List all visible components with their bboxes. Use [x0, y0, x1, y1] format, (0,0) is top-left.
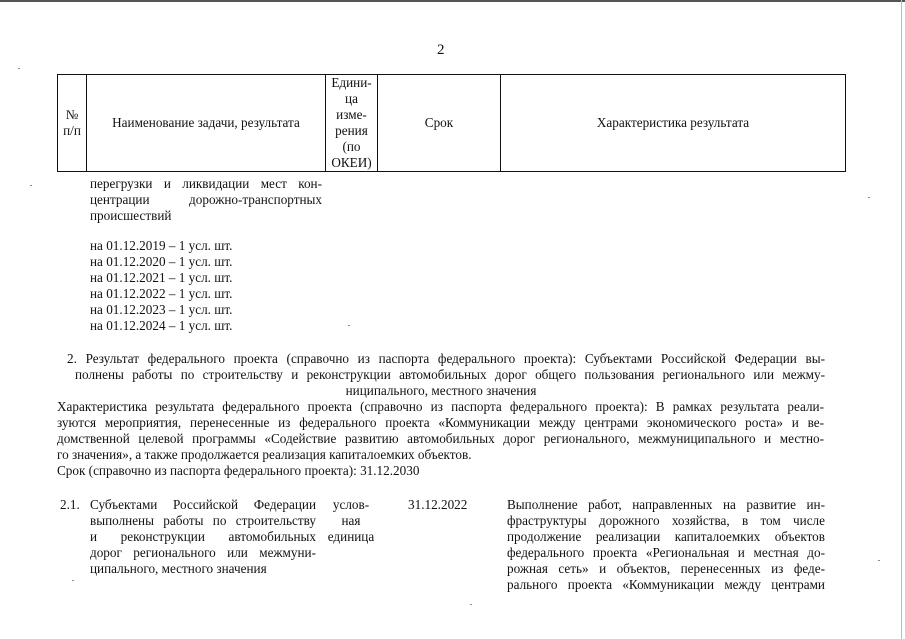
list-item: на 01.12.2023 – 1 усл. шт. [90, 302, 233, 317]
scan-speck [30, 185, 32, 186]
text-line: и реконструкции автомобильных [90, 529, 316, 544]
row-2-1-date: 31.12.2022 [408, 497, 468, 512]
continued-task-name [90, 176, 322, 224]
row-2-1-characteristic [507, 497, 825, 593]
page-frame-right-edge [901, 0, 902, 639]
header-col-characteristic: Характеристика результата [501, 75, 846, 172]
list-item: на 01.12.2022 – 1 усл. шт. [90, 286, 233, 301]
section-2-deadline: Срок (справочно из паспорта федерального проекта): 31.12.2030 [57, 463, 420, 478]
text-line: центрации дорожно-транспортных [90, 192, 322, 207]
text-line: перегрузки и ликвидации мест кон- [90, 176, 322, 191]
text-line: дорог регионального или межмуни- [90, 545, 316, 560]
row-2-1-unit [322, 497, 380, 545]
scan-speck [72, 580, 74, 581]
header-unit-line: ОКЕИ) [331, 155, 372, 170]
scan-speck [348, 325, 350, 326]
text-line: зуются мероприятия, перенесенные из федерального проекта «Коммуникации между центрами экономического роста» и ве- [57, 415, 824, 430]
text-line: ная [341, 513, 361, 528]
text-line: выполнены работы по строительству [90, 513, 316, 528]
text-line: фраструктуры дорожного хозяйства, в том числе [507, 513, 825, 528]
text-line: рожная сеть» и объектов, перенесенных из феде- [507, 561, 825, 576]
header-col-name: Наименование задачи, результата [87, 75, 326, 172]
header-unit-line: Едини- [331, 75, 372, 90]
page-frame-top-edge [0, 0, 905, 2]
header-unit-line: рения [335, 123, 368, 138]
header-col-term: Срок [378, 75, 501, 172]
header-number-line: № [65, 107, 79, 122]
text-line: единица [327, 529, 375, 544]
text-line: полнены работы по строительству и реконструкции автомобильных дорог общего пользования регионального или межму- [75, 367, 825, 382]
scan-speck [470, 604, 472, 605]
table-header [57, 74, 846, 172]
text-line: домственной целевой программы «Содействие развитию автомобильных дорог регионального, межмуниципального и местно- [57, 431, 824, 446]
text-line: Субъектами Российской Федерации [90, 497, 316, 512]
header-col-unit [326, 75, 378, 172]
header-unit-line: изме- [336, 107, 367, 122]
header-number-line: п/п [63, 123, 81, 138]
text-line: федерального проекта «Региональная и местная до- [507, 545, 825, 560]
row-2-1-number: 2.1. [60, 497, 80, 512]
text-line: происшествий [90, 208, 172, 223]
header-unit-line: ца [345, 91, 358, 106]
text-line: Характеристика результата федерального проекта (справочно из паспорта федерального проекта): В рамках результата реали- [57, 399, 824, 414]
scan-speck [868, 197, 870, 198]
text-line: продолжение реализации капиталоемких объектов [507, 529, 825, 544]
scan-speck [878, 560, 880, 561]
yearly-counts-list [90, 238, 330, 334]
list-item: на 01.12.2019 – 1 усл. шт. [90, 238, 233, 253]
scan-speck [18, 68, 20, 69]
list-item: на 01.12.2024 – 1 усл. шт. [90, 318, 233, 333]
section-2-heading [57, 351, 825, 399]
text-line: ципального, местного значения [90, 561, 267, 576]
text-line: Выполнение работ, направленных на развитие ин- [507, 497, 825, 512]
text-line: 2. Результат федерального проекта (справочно из паспорта федерального проекта): Субъектами Российской Федерации вы- [67, 351, 825, 366]
list-item: на 01.12.2021 – 1 усл. шт. [90, 270, 233, 285]
section-2-characteristic [57, 399, 824, 463]
header-unit-line: (по [342, 139, 361, 154]
header-col-number [58, 75, 87, 172]
row-2-1-name [90, 497, 316, 577]
text-line: ниципального, местного значения [345, 383, 537, 398]
text-line: рального проекта «Коммуникации между центрами [507, 577, 825, 592]
text-line: услов- [332, 497, 370, 512]
text-line: го значения», а также продолжается реализация капиталоемких объектов. [57, 447, 472, 462]
list-item: на 01.12.2020 – 1 усл. шт. [90, 254, 233, 269]
page-number: 2 [437, 42, 445, 58]
